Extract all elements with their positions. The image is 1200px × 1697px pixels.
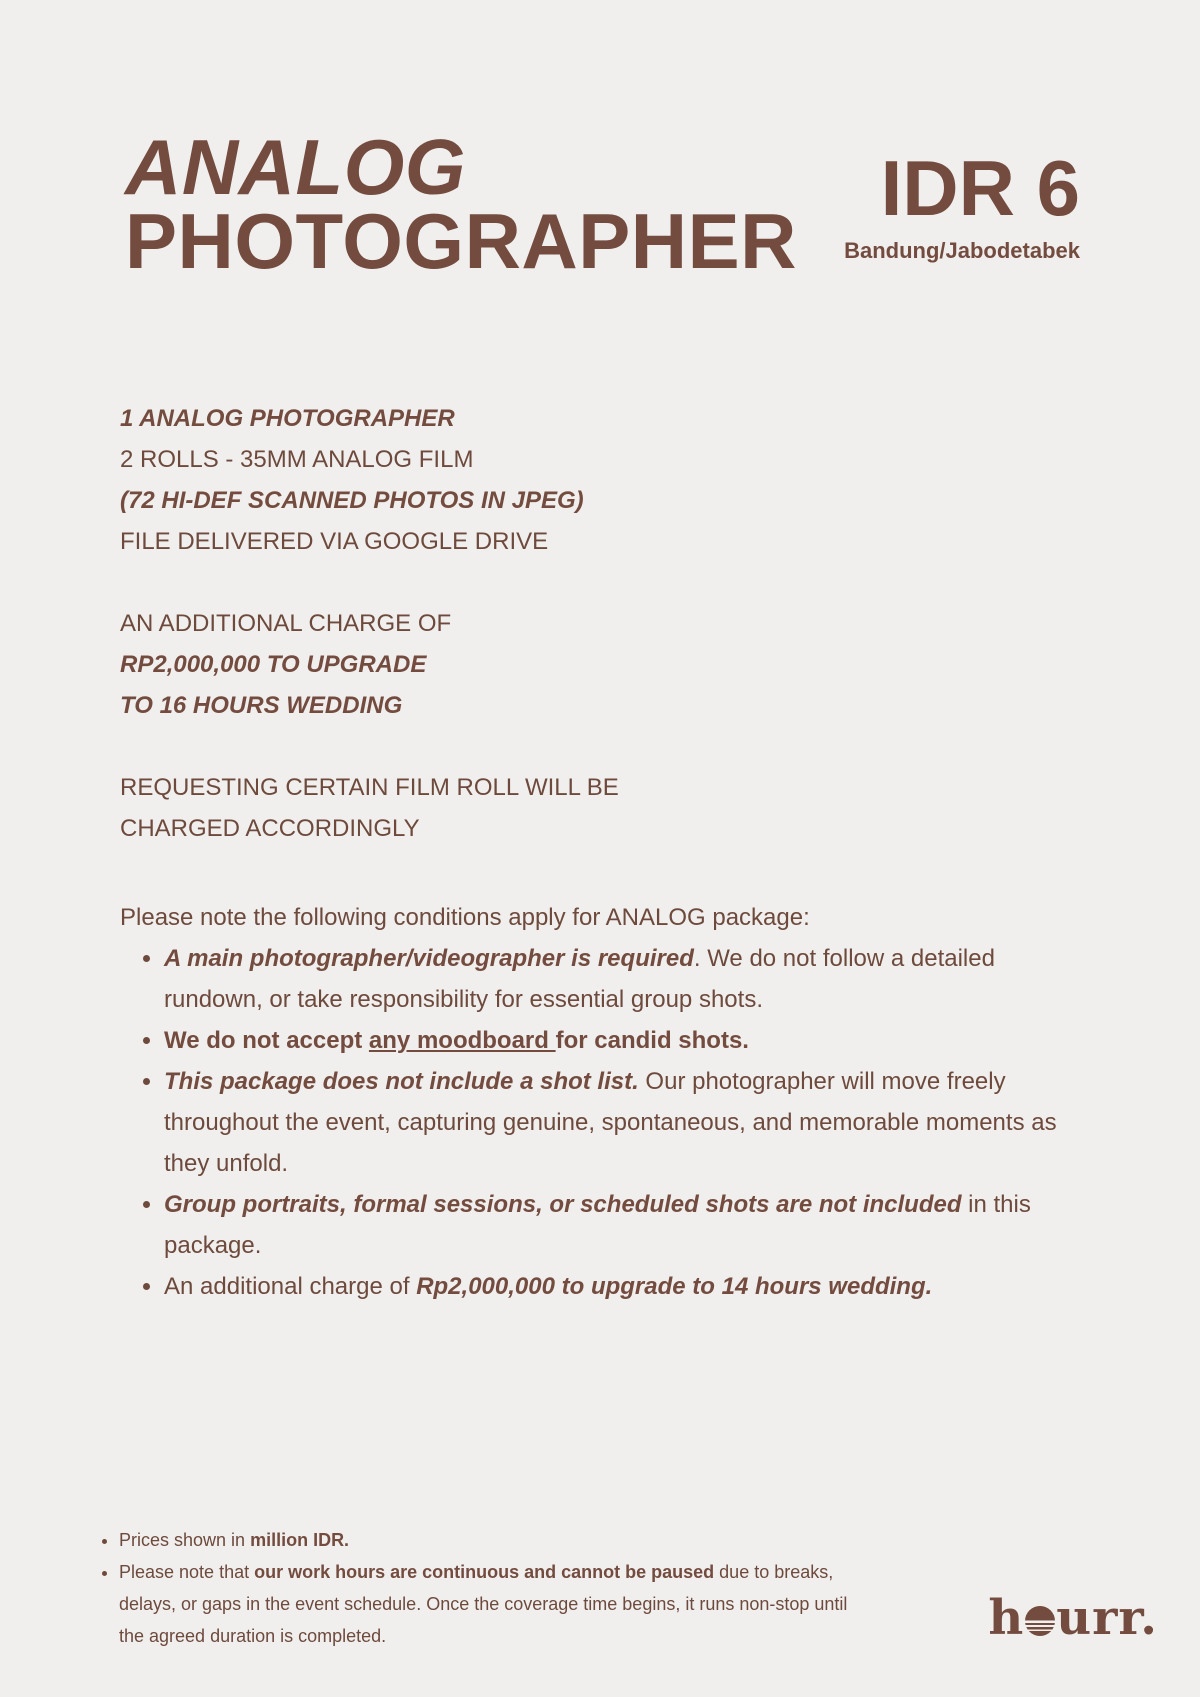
condition-item: • An additional charge of Rp2,000,000 to upgrade to 14 hours wedding. bbox=[164, 1266, 1080, 1307]
request-line: CHARGED ACCORDINGLY bbox=[120, 815, 420, 842]
conditions-intro: Please note the following conditions apply for ANALOG package: bbox=[120, 904, 810, 931]
conditions-list bbox=[120, 938, 1080, 1307]
condition-item: • Group portraits, formal sessions, or scheduled shots are not included in this package. bbox=[164, 1184, 1080, 1266]
footer-list bbox=[95, 1524, 855, 1652]
price-region: Bandung/Jabodetabek bbox=[844, 238, 1080, 263]
condition-item: • We do not accept any moodboard for candid shots. bbox=[164, 1020, 1080, 1061]
charge-line: AN ADDITIONAL CHARGE OF bbox=[120, 610, 452, 637]
title-line-2: PHOTOGRAPHER bbox=[125, 197, 797, 285]
package-item: (72 HI-DEF SCANNED PHOTOS IN JPEG) bbox=[120, 487, 584, 514]
footer-notes bbox=[95, 1524, 855, 1652]
package-item: 2 ROLLS - 35MM ANALOG FILM bbox=[120, 446, 474, 473]
condition-item: • A main photographer/videographer is required. We do not follow a detailed rundown, or take responsibility for essential group shots. bbox=[164, 938, 1080, 1020]
page-title bbox=[125, 123, 797, 285]
price-amount: IDR 6 bbox=[880, 144, 1080, 232]
brand-logo bbox=[988, 1590, 1158, 1646]
conditions-section bbox=[120, 897, 1080, 1307]
request-line: REQUESTING CERTAIN FILM ROLL WILL BE bbox=[120, 774, 619, 801]
condition-item: • This package does not include a shot list. Our photographer will move freely throughout the event, capturing genuine, spontaneous, and memorable moments as they unfold. bbox=[164, 1061, 1080, 1184]
package-details bbox=[120, 398, 820, 849]
package-item: FILE DELIVERED VIA GOOGLE DRIVE bbox=[120, 528, 549, 555]
logo-text-start: h bbox=[988, 1590, 1025, 1646]
footer-note: • Please note that our work hours are continuous and cannot be paused due to breaks, delays, or gaps in the event schedule. Once the coverage time begins, it runs non-stop until the agreed duration is completed. bbox=[119, 1556, 855, 1652]
title-line-1: ANALOG bbox=[125, 123, 466, 211]
spacer bbox=[120, 562, 820, 603]
sunset-o-icon bbox=[1025, 1606, 1055, 1636]
charge-line: TO 16 HOURS WEDDING bbox=[120, 692, 403, 719]
charge-line: RP2,000,000 TO UPGRADE bbox=[120, 651, 427, 678]
price-block bbox=[844, 144, 1080, 264]
footer-note: • Prices shown in million IDR. bbox=[119, 1524, 855, 1556]
package-item: 1 ANALOG PHOTOGRAPHER bbox=[120, 405, 455, 432]
logo-text-end: urr. bbox=[1056, 1590, 1158, 1646]
spacer bbox=[120, 726, 820, 767]
